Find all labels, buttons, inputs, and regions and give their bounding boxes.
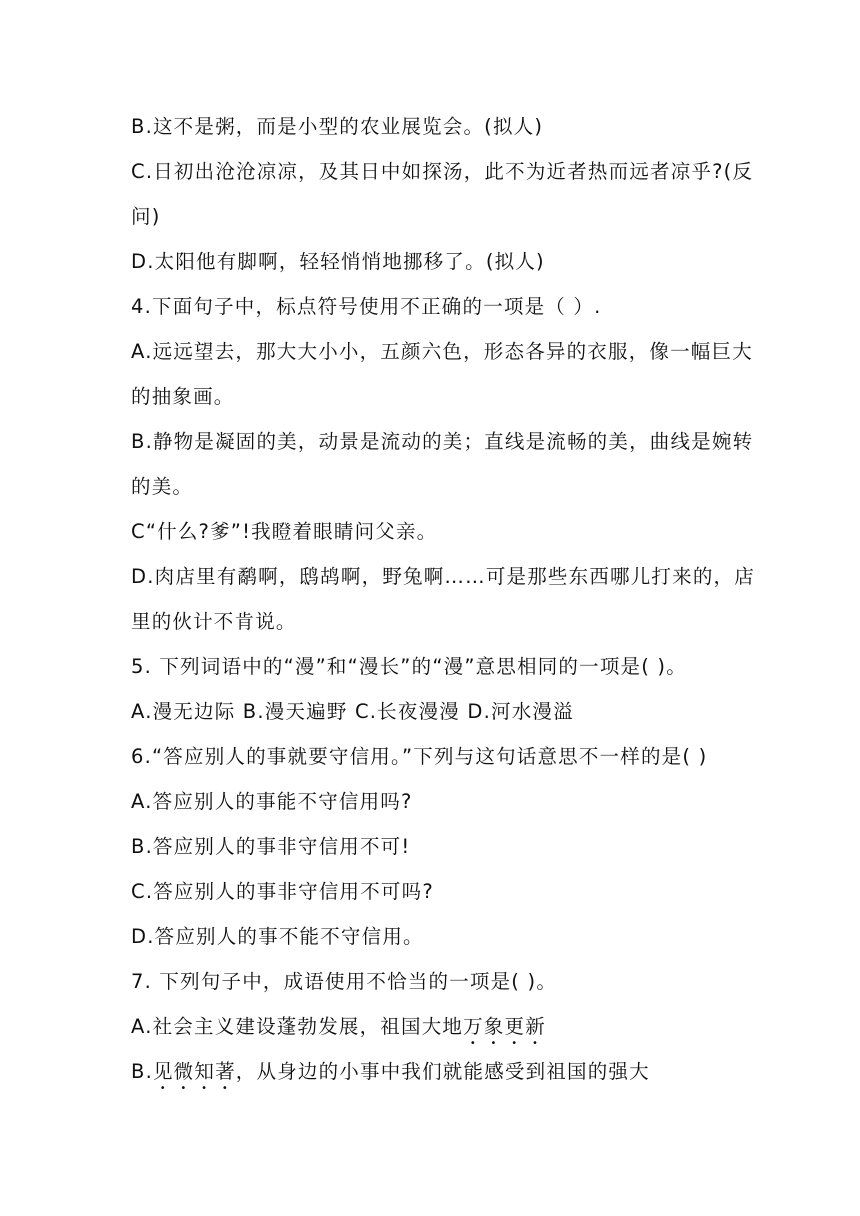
option-line-continuation: 里的伙计不肯说。 [131,610,297,633]
option-line-continuation: 的美。 [131,475,194,498]
option-text: A.社会主义建设蓬勃发展，祖国大地 [131,1015,464,1038]
option-line: A.漫无边际 B.漫天遍野 C.长夜漫漫 D.河水漫溢 [131,700,574,723]
option-line: D.太阳他有脚啊，轻轻悄悄地挪移了。(拟人) [131,250,545,273]
option-line: B.静物是凝固的美，动景是流动的美；直线是流畅的美，曲线是婉转 [131,430,754,453]
question-line: 5. 下列词语中的“漫”和“漫长”的“漫”意思相同的一项是( )。 [131,655,687,678]
option-line: B.这不是粥，而是小型的农业展览会。(拟人) [131,115,544,138]
option-text: ，从身边的小事中我们就能感受到祖国的强大 [235,1060,650,1083]
question-line: 7. 下列句子中，成语使用不恰当的一项是( )。 [131,970,558,993]
option-line-continuation: 问) [131,205,161,228]
emphasized-idiom: 见微知著 [152,1060,236,1083]
option-line: A.答应别人的事能不守信用吗? [131,790,413,813]
option-line: D.答应别人的事不能不守信用。 [131,925,424,948]
option-line-a [131,1014,546,1049]
question-line: 4.下面句子中，标点符号使用不正确的一项是（ ）. [131,295,602,318]
option-line: C.答应别人的事非守信用不可吗? [131,880,434,903]
option-line: C.日初出沧沧凉凉，及其日中如探汤，此不为近者热而远者凉乎?(反 [131,160,754,183]
option-label: B. [131,1060,153,1083]
option-line: A.远远望去，那大大小小，五颜六色，形态各异的衣服，像一幅巨大 [131,340,753,363]
question-line: 6.“答应别人的事就要守信用。”下列与这句话意思不一样的是( ) [131,745,708,768]
option-line: D.肉店里有鹬啊，鸱鸪啊，野兔啊……可是那些东西哪儿打来的，店 [131,565,755,588]
option-line: B.答应别人的事非守信用不可! [131,835,411,858]
emphasized-idiom: 万象更新 [463,1015,546,1038]
option-line: C“什么?爹”!我瞪着眼睛问父亲。 [131,520,438,543]
option-line-continuation: 的抽象画。 [131,385,235,408]
option-line-b [131,1059,650,1094]
